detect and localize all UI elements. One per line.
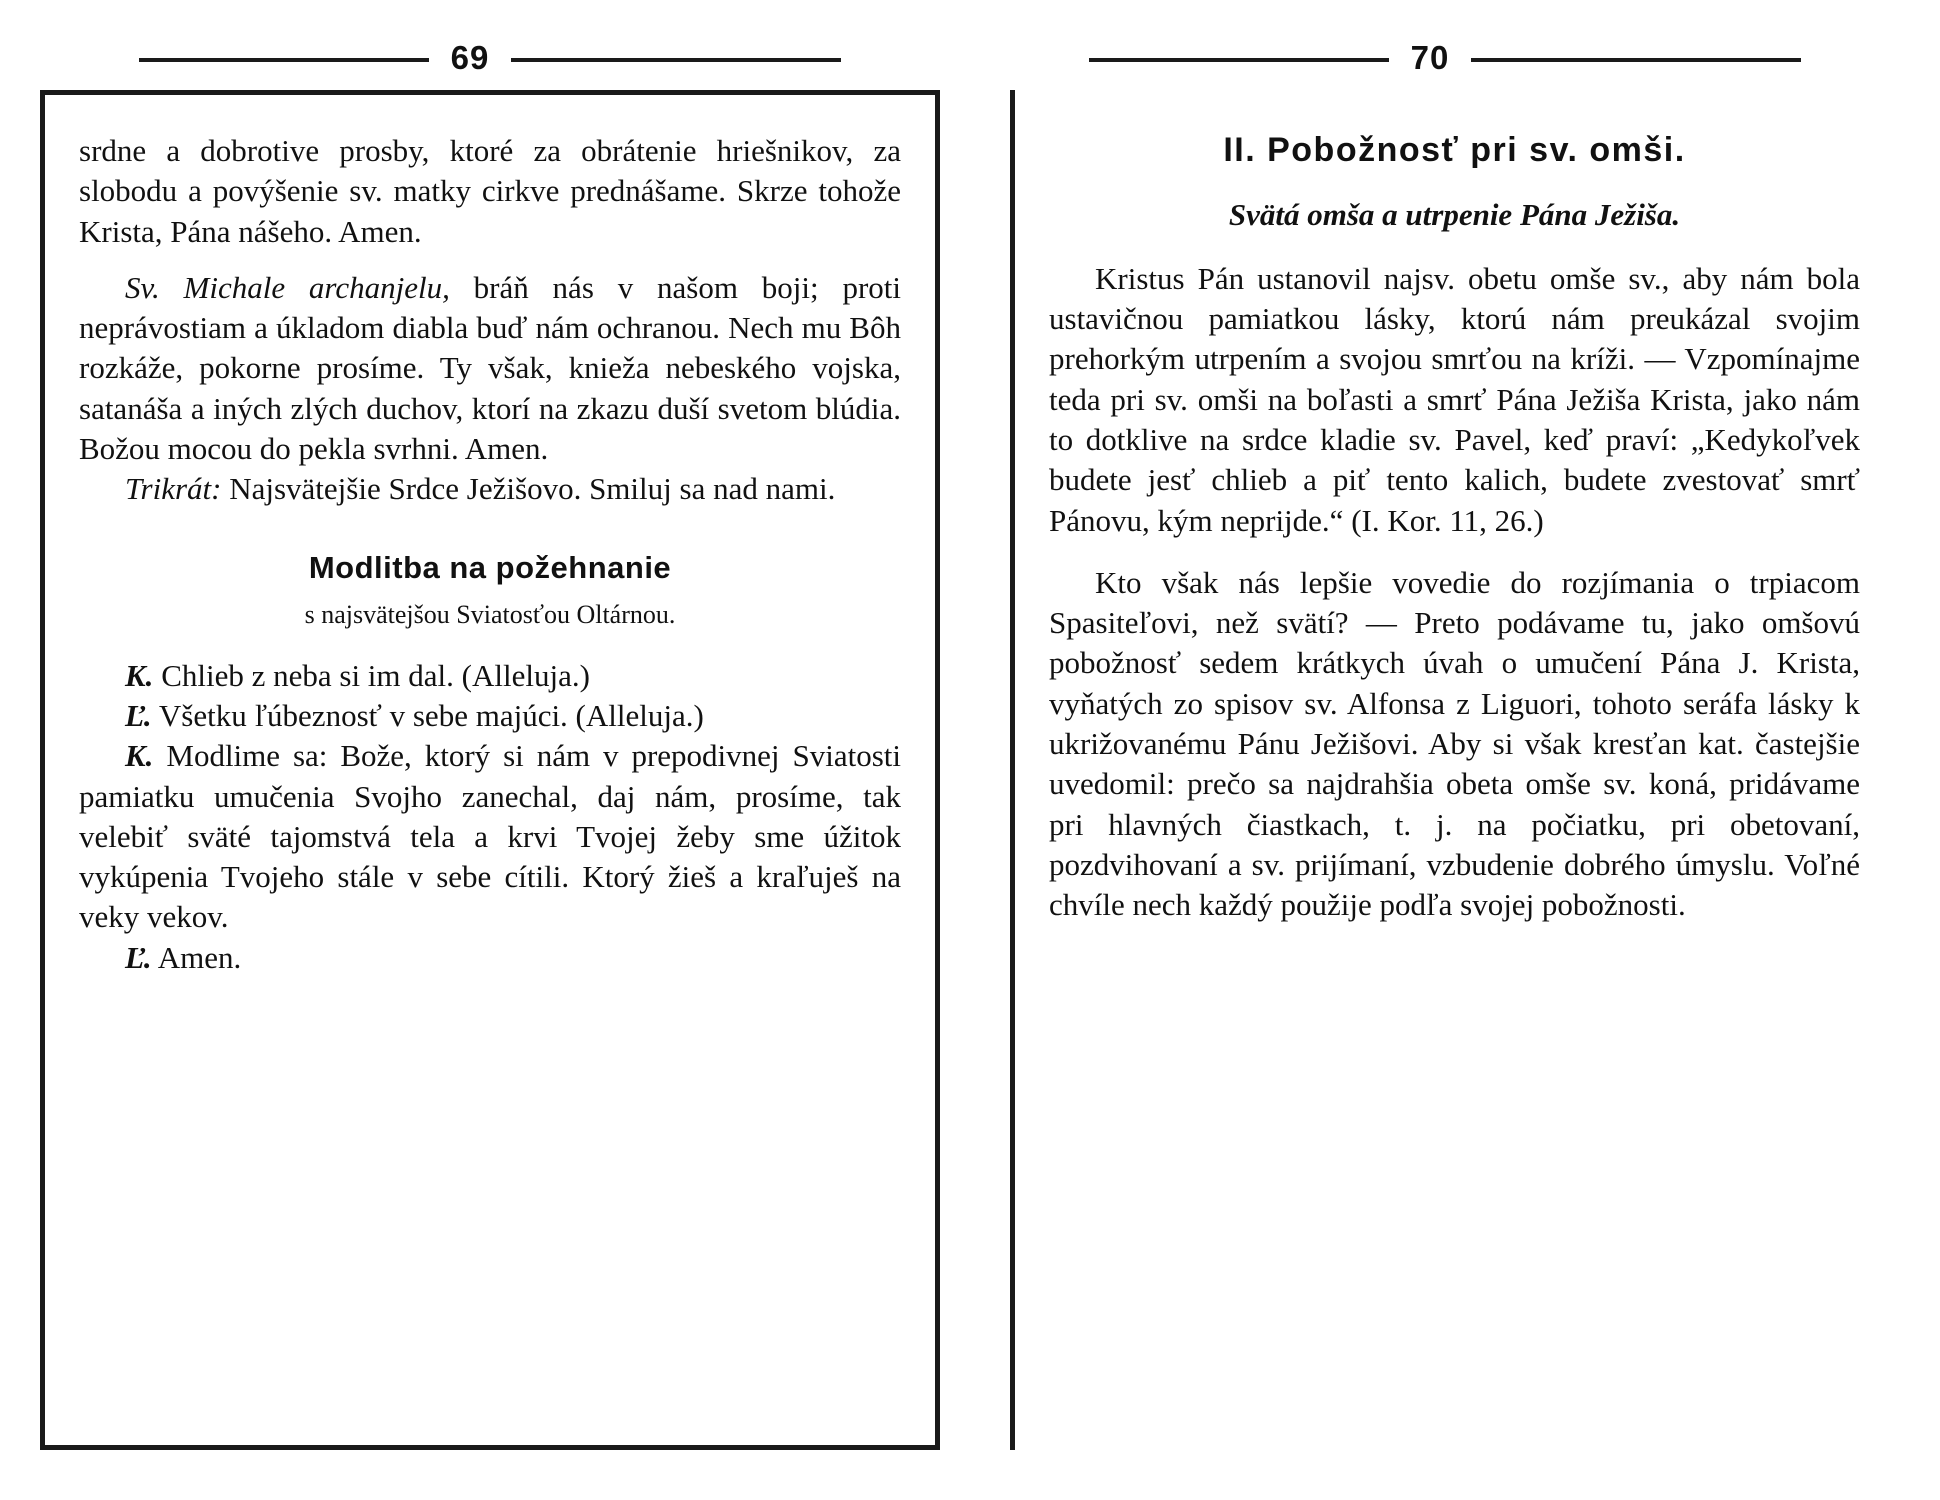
right-text-column	[1015, 90, 1880, 1450]
prayer-lead-in-trikrat: Trikrát:	[125, 471, 222, 507]
prayer-body-trikrat: Najsvätejšie Srdce Ježišovo. Smiluj sa nad nami.	[221, 471, 836, 507]
right-text-frame	[1010, 90, 1880, 1450]
versicle-text-2: Všetku ľúbeznosť v sebe majúci. (Alleluja.)	[151, 697, 704, 733]
versicle-marker-2: Ľ.	[125, 697, 152, 733]
left-page-number: 69	[450, 39, 490, 76]
versicle-text-3: Modlime sa: Bože, ktorý si nám v prepodivnej Sviatosti pamiatku umučenia Svojho zanechal, daj nám, prosíme, tak velebiť sväté tajomstvá tela a krvi Tvojej žeby sme úžitok vykúpenia Tvojeho stále v sebe cítili. Ktorý žieš a kraľuješ na veky vekov.	[79, 738, 901, 935]
versicle-marker-1: K.	[125, 657, 154, 693]
versicle-text-4: Amen.	[151, 939, 242, 975]
versicle-2	[79, 696, 901, 736]
chapter-subtitle: Svätá omša a utrpenie Pána Ježiša.	[1228, 196, 1681, 232]
prayer-st-michael	[79, 268, 901, 469]
section-heading-blessing: Modlitba na požehnanie	[308, 549, 672, 585]
versicle-marker-3: K.	[125, 738, 154, 774]
versicle-1	[79, 656, 901, 696]
versicle-4	[79, 938, 901, 978]
prayer-body-michael: bráň nás v našom boji; proti neprávostiam a úkladom diabla buď nám ochranou. Nech mu Bôh rozkáže, pokorne prosíme. Ty však, knieža nebeského vojska, satanáša a iných zlých duchov, ktorí na zkazu duší svetom blúdia. Božou mocou do pekla svrhni. Amen.	[79, 269, 901, 467]
versicle-3	[79, 736, 901, 937]
versicle-marker-4: Ľ.	[125, 939, 152, 975]
header-rule-left	[1089, 58, 1389, 62]
right-page-number: 70	[1410, 39, 1450, 76]
right-page	[980, 0, 1940, 1500]
header-rule-right	[1471, 58, 1801, 62]
prayer-trikrat	[79, 469, 901, 509]
paragraph-continuation: srdne a dobrotive prosby, ktoré za obrátenie hriešnikov, za slobodu a povýšenie sv. matky cirkve prednášame. Skrze tohože Krista, Pána nášeho. Amen.	[79, 133, 901, 249]
chapter-title: II. Pobožnosť pri sv. omši.	[1223, 131, 1686, 169]
versicle-text-1: Chlieb z neba si im dal. (Alleluja.)	[153, 657, 590, 693]
header-rule-right	[511, 58, 841, 62]
section-subheading-blessing: s najsvätejšou Sviatosťou Oltárnou.	[304, 599, 676, 629]
left-text-frame	[40, 90, 940, 1450]
prayer-lead-in-michael: Sv. Michale archanjelu,	[125, 269, 450, 305]
left-page-header	[40, 30, 940, 90]
body-paragraph-1: Kristus Pán ustanovil najsv. obetu omše sv., aby nám bola ustavičnou pamiatkou lásky, ktorú nám preukázal svojim prehorkým utrpením a svojou smrťou na kríži. — Vzpomínajme teda pri sv. omši na boľasti a smrť Pána Ježiša Krista, jako nám to dotklive na srdce kladie sv. Pavel, keď praví: „Kedykoľvek budete jesť chlieb a piť tento kalich, budete zvestovať smrť Pánovu, kým neprijde.“ (I. Kor. 11, 26.)	[1049, 260, 1860, 538]
body-paragraph-2: Kto však nás lepšie vovedie do rozjímania o trpiacom Spasiteľovi, než svätí? — Preto podávame tu, jako omšovú pobožnosť sedem krátkych úvah o umučení Pána J. Krista, vyňatých zo spisov sv. Alfonsa z Liguori, tohoto seráfa lásky k ukrižovanému Pánu Ježišovi. Aby si však kresťan kat. častejšie uvedomil: prečo sa najdrahšia obeta omše sv. koná, pridávame pri hlavných čiastkach, t. j. na počiatku, pri obetovaní, pozdvihovaní a sv. prijímaní, vzbudenie dobrého úmyslu. Voľné chvíle nech každý použije podľa svojej pobožnosti.	[1049, 564, 1860, 923]
header-rule-left	[139, 58, 429, 62]
right-page-header	[1010, 30, 1880, 90]
